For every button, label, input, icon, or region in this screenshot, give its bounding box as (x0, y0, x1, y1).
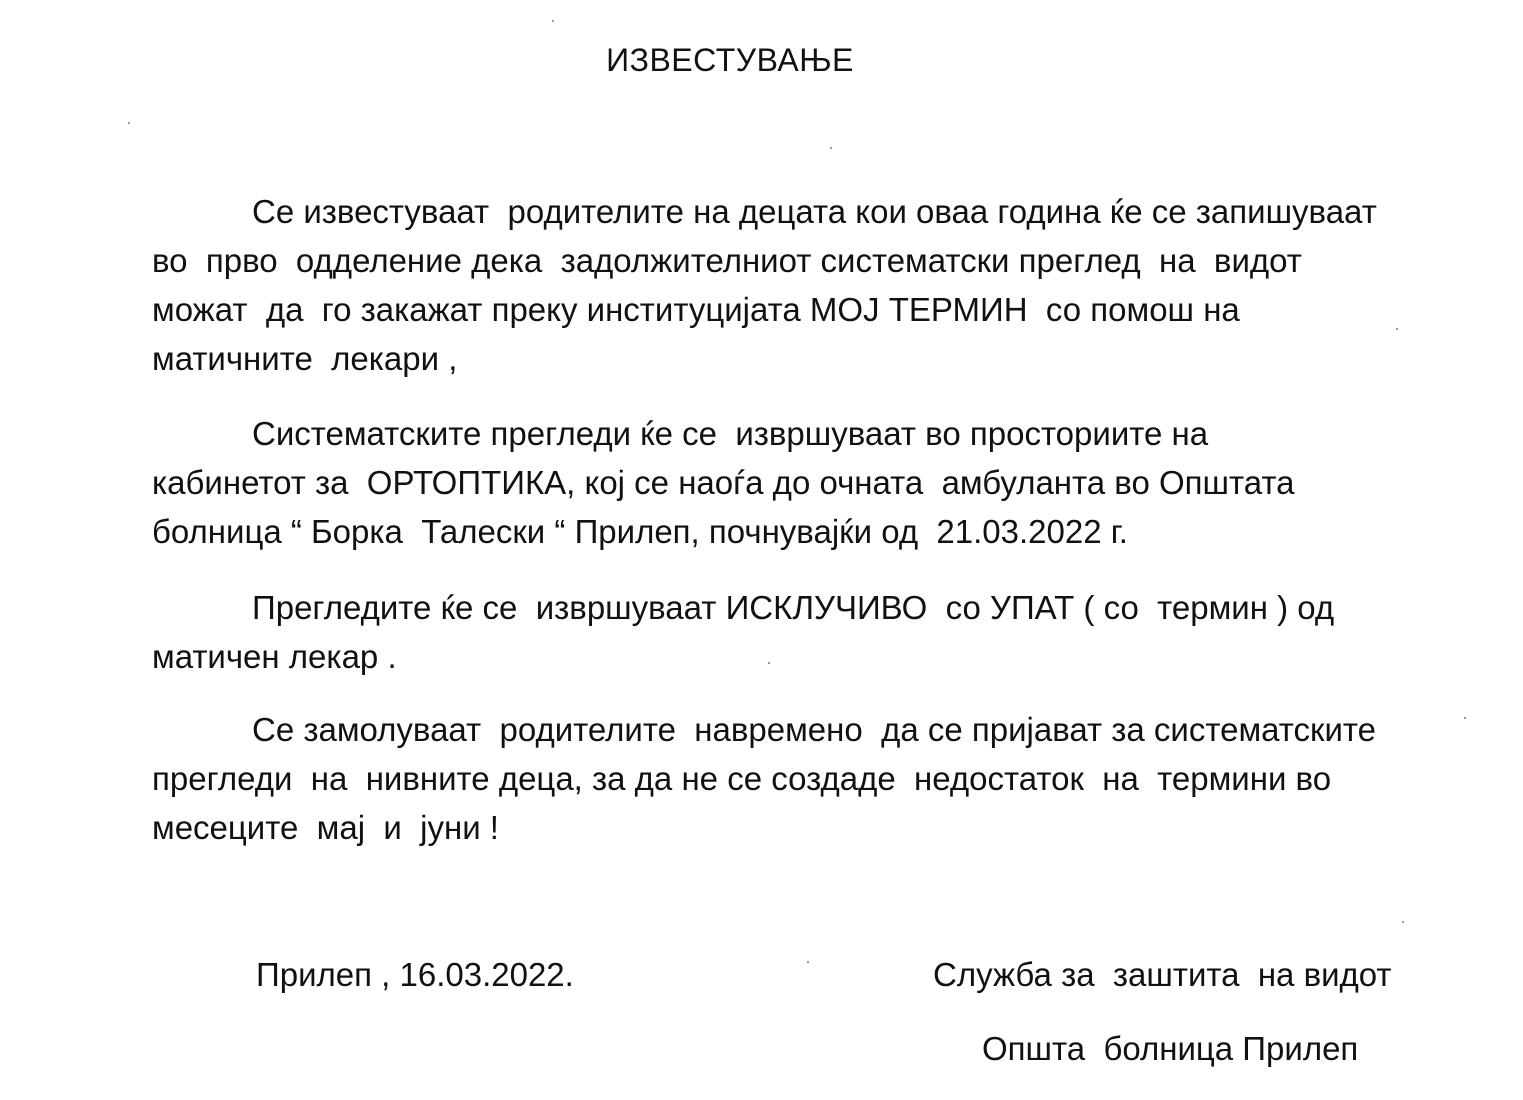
paragraph-line: месеците мај и јуни ! (152, 809, 499, 846)
paragraph-line: Се известуваат родителите на децата кои оваа година ќе се запишуваат (252, 193, 1377, 230)
scan-speck (128, 122, 130, 124)
paragraph-line: прегледи на нивните деца, за да не се создаде недостаток на термини во (152, 760, 1332, 797)
paragraph-2 (152, 409, 1462, 556)
scan-speck (830, 147, 832, 149)
paragraph-line: можат да го закажат преку институцијата МОЈ ТЕРМИН со помош на (152, 291, 1240, 328)
paragraph-line: болница “ Борка Талески “ Прилеп, почнувајќи од 21.03.2022 г. (152, 513, 1128, 550)
scan-speck (1464, 717, 1466, 719)
paragraph-1 (152, 187, 1462, 383)
institution-name: Општа болница Прилеп (982, 1030, 1359, 1067)
service-name: Служба за заштита на видот (933, 956, 1392, 993)
scan-speck (1396, 328, 1398, 330)
scan-speck (1402, 921, 1404, 923)
scan-speck (807, 961, 809, 963)
paragraph-3 (152, 583, 1462, 681)
paragraph-line: Систематските прегледи ќе се извршуваат во просториите на (252, 415, 1209, 452)
paragraph-line: Прегледите ќе се извршуваат ИСКЛУЧИВО со УПАТ ( со термин ) од (252, 589, 1335, 626)
paragraph-line: во прво одделение дека задолжителниот систематски преглед на видот (152, 242, 1302, 279)
paragraph-line: матичен лекар . (152, 638, 397, 675)
scan-speck (552, 20, 554, 22)
paragraph-4 (152, 705, 1462, 852)
scan-speck (768, 662, 770, 664)
paragraph-line: Се замолуваат родителите навремено да се пријават за систематските (252, 711, 1376, 748)
place-date: Прилеп , 16.03.2022. (256, 956, 574, 993)
document-title: ИЗВЕСТУВАЊЕ (606, 42, 854, 78)
paragraph-line: кабинетот за ОРТОПТИКА, кој се наоѓа до очната амбуланта во Општата (152, 464, 1295, 501)
paragraph-line: матичните лекари , (152, 340, 458, 377)
